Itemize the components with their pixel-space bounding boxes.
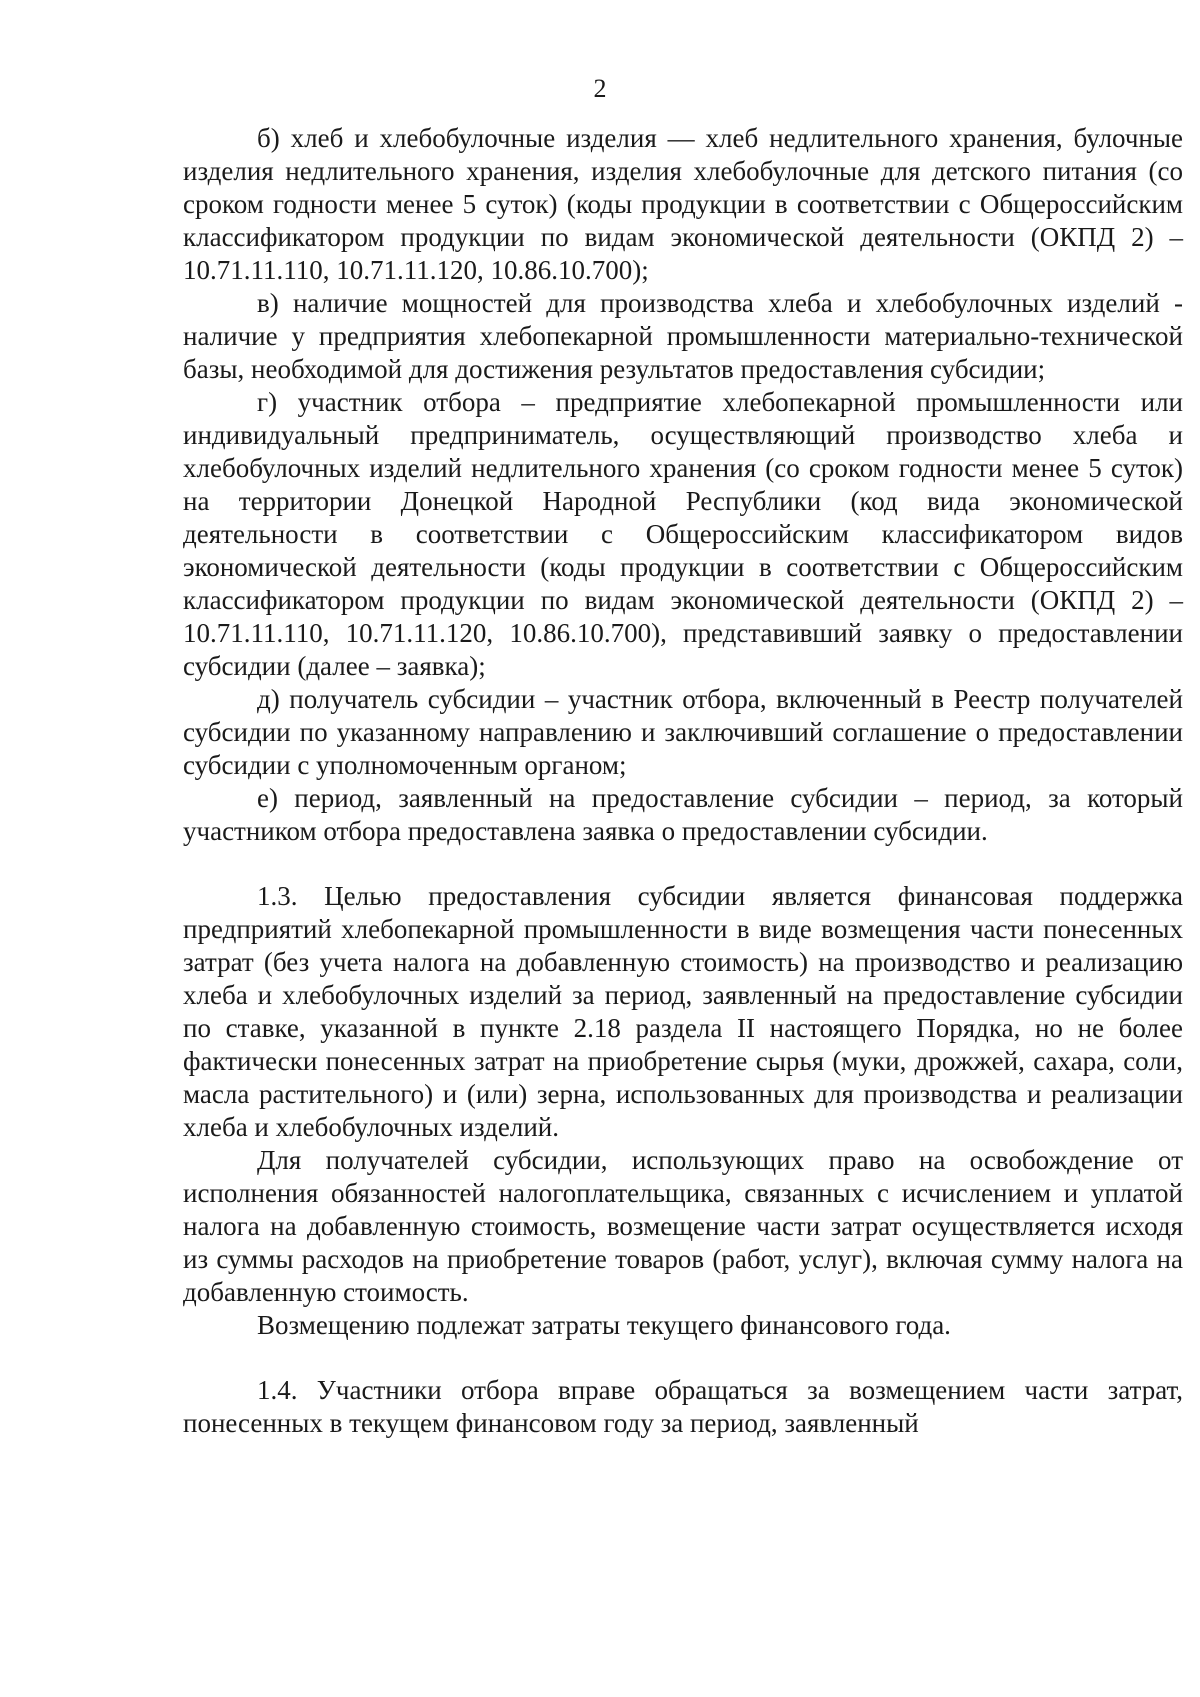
- section-1-3-current-year: Возмещению подлежат затраты текущего финансового года.: [257, 1310, 951, 1340]
- definition-e: е) период, заявленный на предоставление субсидии – период, за который участником отбора предоставлена заявка о предоставлении субсидии.: [183, 783, 1183, 846]
- definition-v: в) наличие мощностей для производства хлеба и хлебобулочных изделий - наличие у предприятия хлебопекарной промышленности материально-технической базы, необходимой для достижения результатов предоставления субсидии;: [183, 288, 1183, 384]
- definition-g: г) участник отбора – предприятие хлебопекарной промышленности или индивидуальный предприниматель, осуществляющий производство хлеба и хлебобулочных изделий недлительного хранения (со сроком годности менее 5 суток) на территории Донецкой Народной Республики (код вида экономической деятельности в соответствии с Общероссийским классификатором видов экономической деятельности (коды продукции в соответствии с Общероссийским классификатором продукции по видам экономической деятельности (ОКПД 2) – 10.71.11.110, 10.71.11.120, 10.86.10.700), представивший заявку о предоставлении субсидии (далее – заявка);: [183, 387, 1183, 681]
- document-body: [183, 122, 1183, 1440]
- page-number: 2: [593, 74, 607, 103]
- definition-d: д) получатель субсидии – участник отбора, включенный в Реестр получателей субсидии по указанному направлению и заключивший соглашение о предоставлении субсидии с уполномоченным органом;: [183, 684, 1183, 780]
- section-1-3: 1.3. Целью предоставления субсидии является финансовая поддержка предприятий хлебопекарной промышленности в виде возмещения части понесенных затрат (без учета налога на добавленную стоимость) на производство и реализацию хлеба и хлебобулочных изделий за период, заявленный на предоставление субсидии по ставке, указанной в пункте 2.18 раздела II настоящего Порядка, но не более фактически понесенных затрат на приобретение сырья (муки, дрожжей, сахара, соли, масла растительного) и (или) зерна, использованных для производства и реализации хлеба и хлебобулочных изделий.: [183, 881, 1183, 1142]
- section-1-4: 1.4. Участники отбора вправе обращаться за возмещением части затрат, понесенных в текущем финансовом году за период, заявленный: [183, 1375, 1183, 1438]
- section-1-3-vat-exempt: Для получателей субсидии, использующих право на освобождение от исполнения обязанностей налогоплательщика, связанных с исчислением и уплатой налога на добавленную стоимость, возмещение части затрат осуществляется исходя из суммы расходов на приобретение товаров (работ, услуг), включая сумму налога на добавленную стоимость.: [183, 1145, 1183, 1307]
- definition-b: б) хлеб и хлебобулочные изделия — хлеб недлительного хранения, булочные изделия недлительного хранения, изделия хлебобулочные для детского питания (со сроком годности менее 5 суток) (коды продукции в соответствии с Общероссийским классификатором продукции по видам экономической деятельности (ОКПД 2) – 10.71.11.110, 10.71.11.120, 10.86.10.700);: [183, 123, 1183, 285]
